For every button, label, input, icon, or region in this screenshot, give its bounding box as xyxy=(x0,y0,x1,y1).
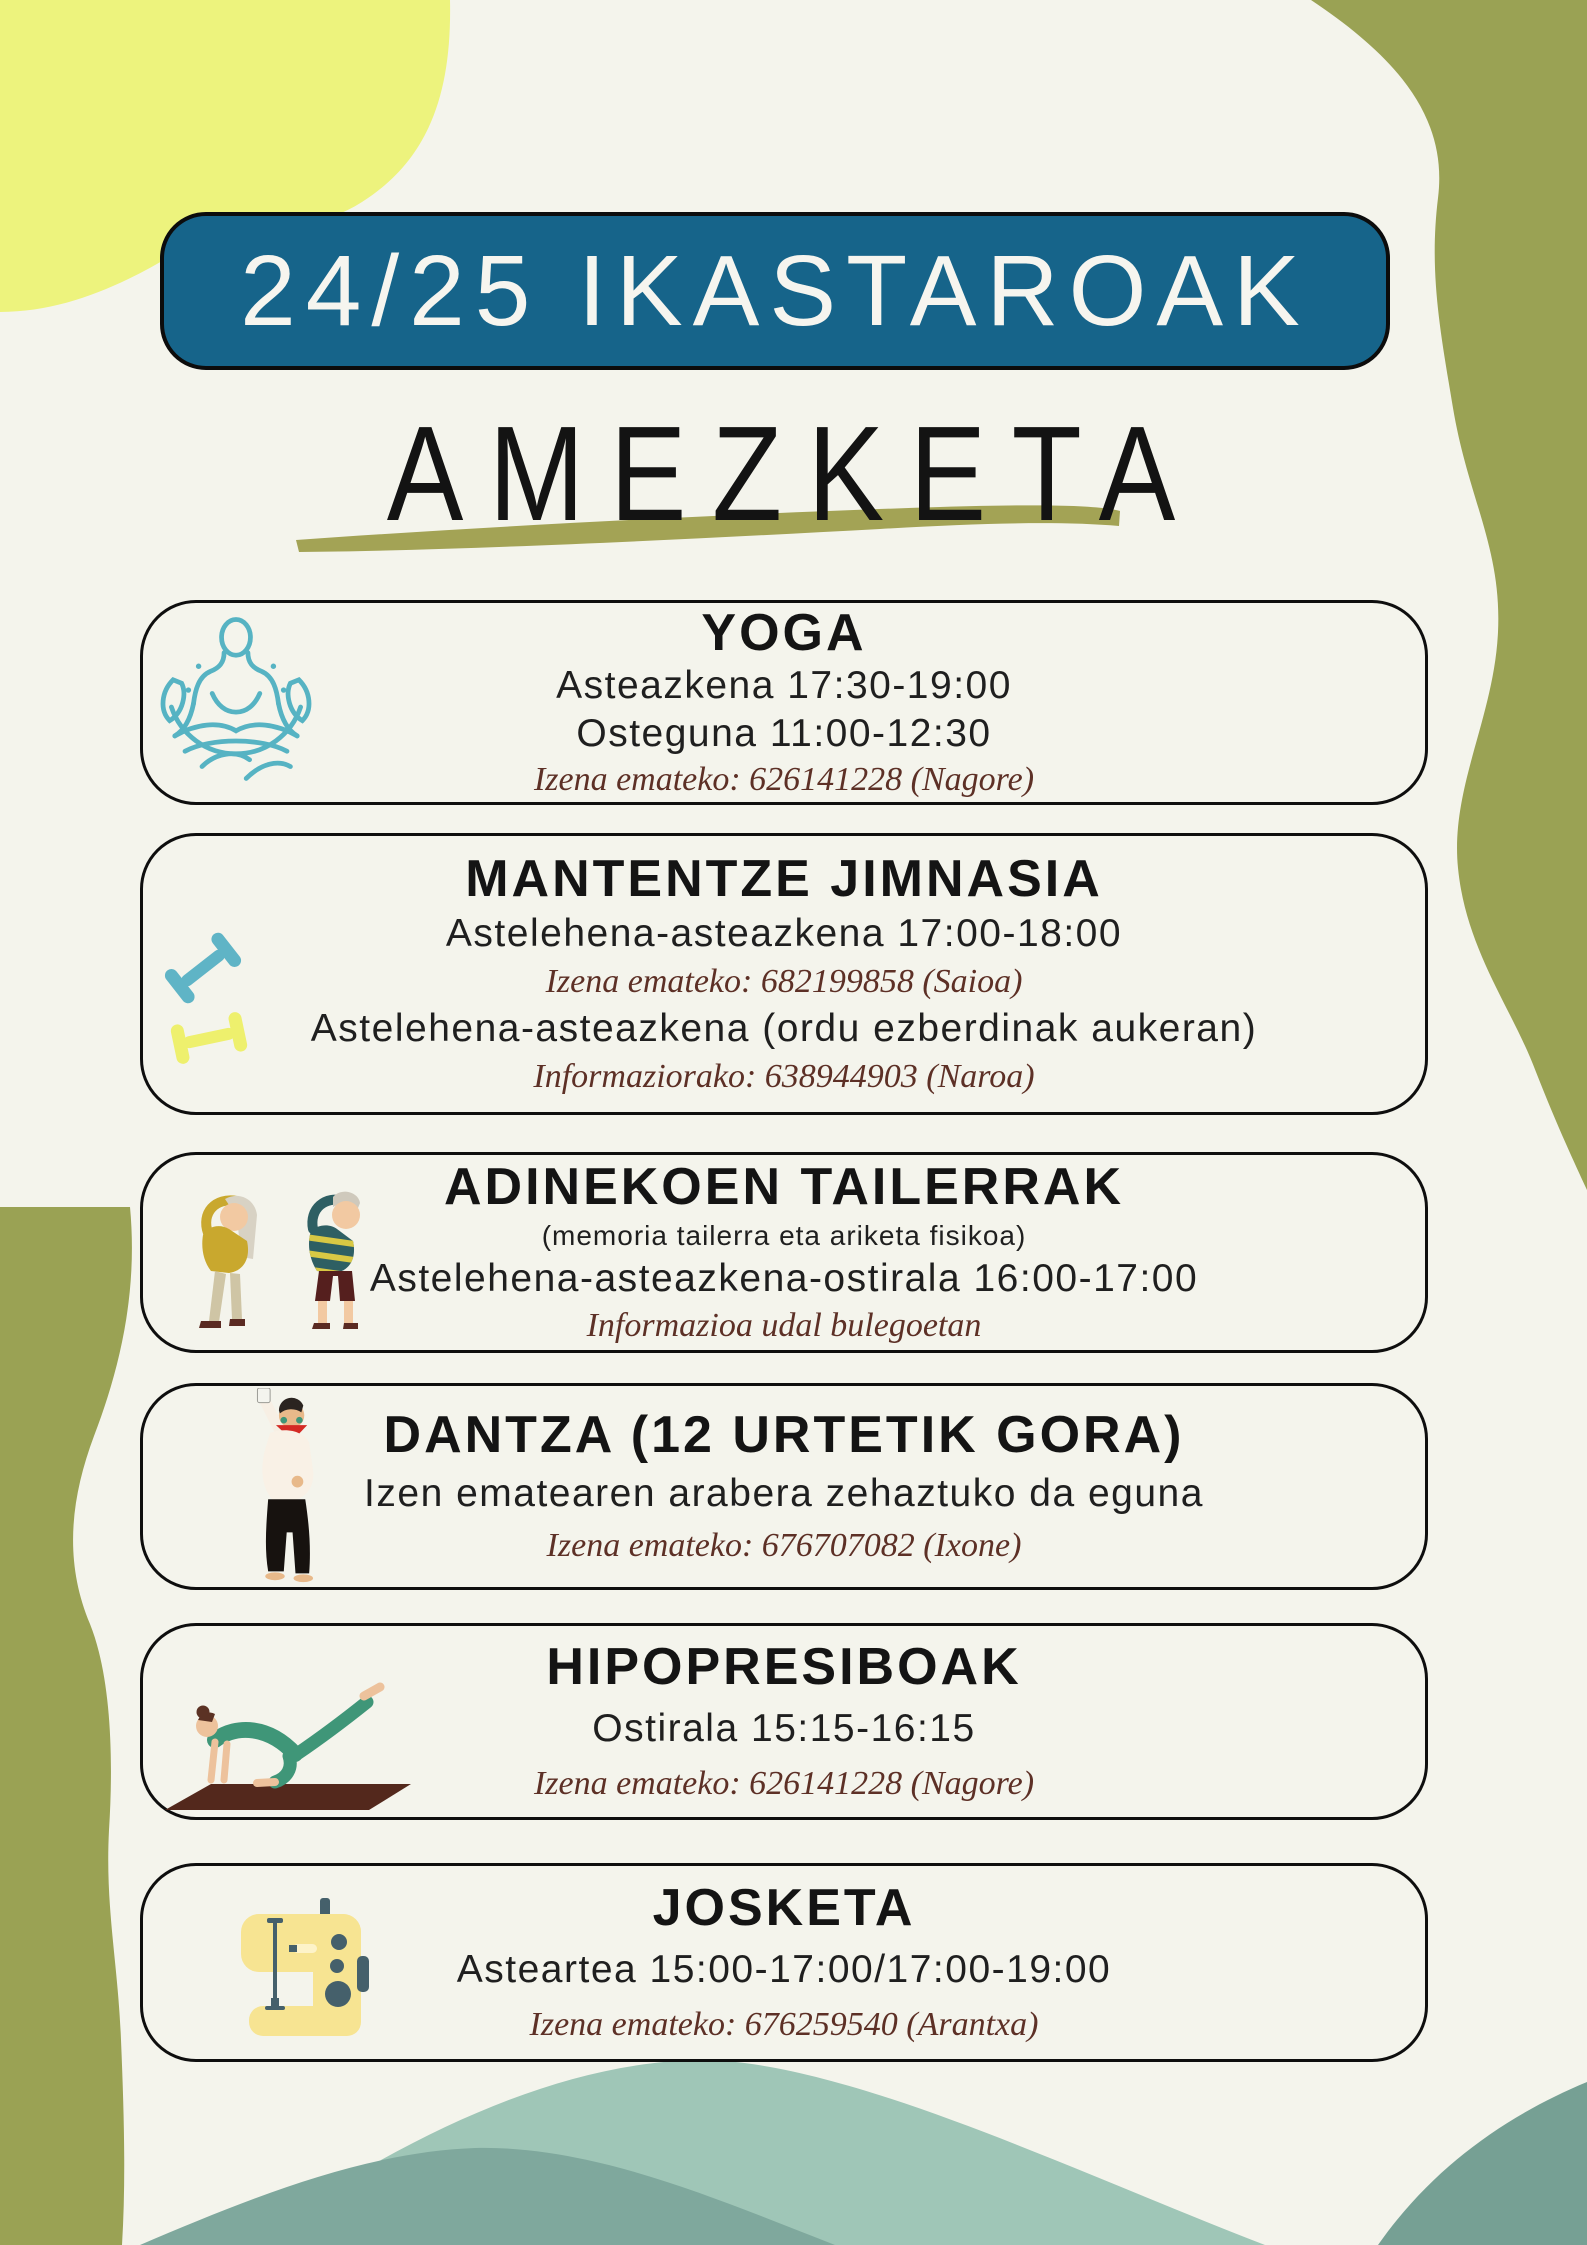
schedule-line: Ostirala 15:15-16:15 xyxy=(592,1707,976,1751)
card-title: YOGA xyxy=(701,604,867,663)
contact-line: Informazioa udal bulegoetan xyxy=(586,1306,982,1344)
header-badge-title: 24/25 IKASTAROAK xyxy=(240,234,1310,347)
basque-dancer-icon xyxy=(211,1388,339,1593)
contact-line: Izena emateko: 676707082 (Ixone) xyxy=(546,1527,1022,1565)
hypopressive-exercise-icon xyxy=(157,1662,417,1822)
course-card-adinekoen-tailerrak xyxy=(140,1152,1428,1353)
card-title: ADINEKOEN TAILERRAK xyxy=(443,1158,1125,1217)
schedule-line: Astelehena-asteazkena 17:00-18:00 xyxy=(445,912,1123,956)
schedule-line: Izen ematearen arabera zehaztuko da eguna xyxy=(364,1472,1204,1516)
header-badge xyxy=(160,212,1390,370)
dumbbells-icon xyxy=(145,916,265,1091)
course-card-yoga xyxy=(140,600,1428,805)
card-title: MANTENTZE JIMNASIA xyxy=(465,850,1103,909)
contact-line: Informaziorako: 638944903 (Naroa) xyxy=(533,1057,1035,1095)
card-title: JOSKETA xyxy=(652,1879,916,1938)
schedule-line: Asteazkena 17:30-19:00 xyxy=(556,664,1012,708)
card-title: DANTZA (12 URTETIK GORA) xyxy=(383,1406,1185,1465)
contact-line: Izena emateko: 676259540 (Arantxa) xyxy=(529,2006,1039,2044)
town-title: AMEZKETA xyxy=(386,398,1201,549)
contact-line: Izena emateko: 682199858 (Saioa) xyxy=(545,963,1023,1001)
contact-line: Izena emateko: 626141228 (Nagore) xyxy=(533,1765,1035,1803)
schedule-line: Astelehena-asteazkena (ordu ezberdinak aukeran) xyxy=(310,1007,1258,1050)
sewing-machine-icon xyxy=(221,1898,401,2058)
schedule-line: Osteguna 11:00-12:30 xyxy=(576,712,992,756)
course-card-mantentze-jimnasia xyxy=(140,833,1428,1115)
left-olive-blob-shape xyxy=(0,1207,132,2245)
yoga-meditation-icon xyxy=(151,615,321,799)
course-card-hipopresiboak xyxy=(140,1623,1428,1820)
schedule-line: Astelehena-asteazkena-ostirala 16:00-17:00 xyxy=(369,1256,1199,1300)
schedule-line: Asteartea 15:00-17:00/17:00-19:00 xyxy=(456,1948,1112,1992)
subtitle-line: (memoria tailerra eta ariketa fisikoa) xyxy=(541,1220,1027,1252)
card-title: HIPOPRESIBOAK xyxy=(546,1638,1022,1697)
elderly-exercise-icon xyxy=(163,1171,383,1341)
bottom-wave-right xyxy=(1378,2082,1587,2245)
course-card-josketa xyxy=(140,1863,1428,2062)
course-card-dantza xyxy=(140,1383,1428,1590)
contact-line: Izena emateko: 626141228 (Nagore) xyxy=(533,761,1035,799)
